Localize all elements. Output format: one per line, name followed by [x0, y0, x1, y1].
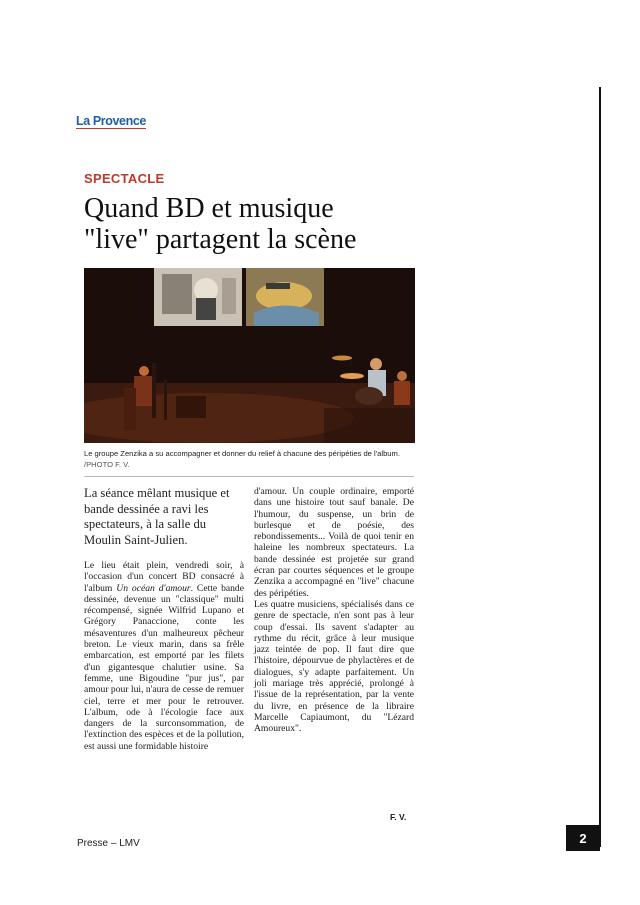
page-number-badge: 2 [566, 825, 600, 851]
body-paragraph [84, 560, 244, 752]
projection-screen-right [246, 268, 324, 326]
article-lead: La séance mêlant musique et bande dessinée a ravi les spectateurs, à la salle du Moulin Saint-Julien. [84, 486, 230, 547]
body-paragraph: Les quatre musiciens, spécialisés dans ce genre de spectacle, n'en sont pas à leur coup d'essai. Ils savent s'adapter au rythme du récit, grâce à leur musique jazz teintée de pop. Il faut dire que l'histoire, dépourvue de phylactères et de dialogues, s'y adapte parfaitement. Un joli mariage très apprécié, prolongé à l'issue de la représentation, par la vente du livre, en présence de la libraire Marcelle Capiaumont, du "Lézard Amoureux". [254, 598, 414, 735]
footer-source: Presse – LMV [77, 838, 140, 849]
body-text-continued: . Cette bande dessinée, devenue un "classique" multi récompensé, signée Wilfrid Lupano et Grégory Panaccione, conte les mésaventures d'un malheureux pêcheur breton. Le vieux marin, dans sa frêle embarcation, est emporté par les filets d'un gigantesque chalutier usine. Sa femme, une Bigoudine "pur jus", par amour pour lui, n'aura de cesse de remuer ciel, terre et mer pour le retrouver. L'album, ode à l'écologie face aux dangers de la surconsommation, de l'extinction des espèces et de la pollution, est aussi une formidable histoire [84, 582, 244, 752]
body-paragraph: d'amour. Un couple ordinaire, emporté dans une histoire tout sauf banale. De l'humour, du suspense, un brin de burlesque et de poésie, des rebondissements... Voilà de quoi tenir en haleine les nombreux spectateurs. La bande dessinée est projetée sur grand écran par courtes séquences et le groupe Zenzika a accompagné en "live" chacune des péripéties. [254, 486, 414, 599]
projection-screen-left [154, 268, 242, 326]
article-headline [84, 193, 414, 255]
photo-credit: /PHOTO F. V. [84, 460, 130, 469]
caption-text: Le groupe Zenzika a su accompagner et donner du relief à chacune des péripéties de l'album. [84, 449, 400, 458]
album-title: Un océan d'amour [116, 582, 191, 594]
section-label: SPECTACLE [84, 171, 165, 186]
photo-caption [84, 448, 414, 470]
caption-divider [84, 476, 414, 477]
page-margin-rule [599, 87, 601, 847]
newspaper-logo: La Provence [76, 114, 146, 128]
body-text-start: Le lieu était plein, vendredi soir, à l'occasion d'un concert BD consacré à l'album [84, 560, 244, 594]
article-column-1 [84, 560, 244, 752]
author-signature: F. V. [390, 812, 407, 822]
headline-line-1: Quand BD et musique [84, 193, 334, 224]
concert-photo [84, 268, 415, 443]
article-column-2 [254, 486, 414, 735]
headline-line-2: "live" partagent la scène [84, 224, 357, 255]
